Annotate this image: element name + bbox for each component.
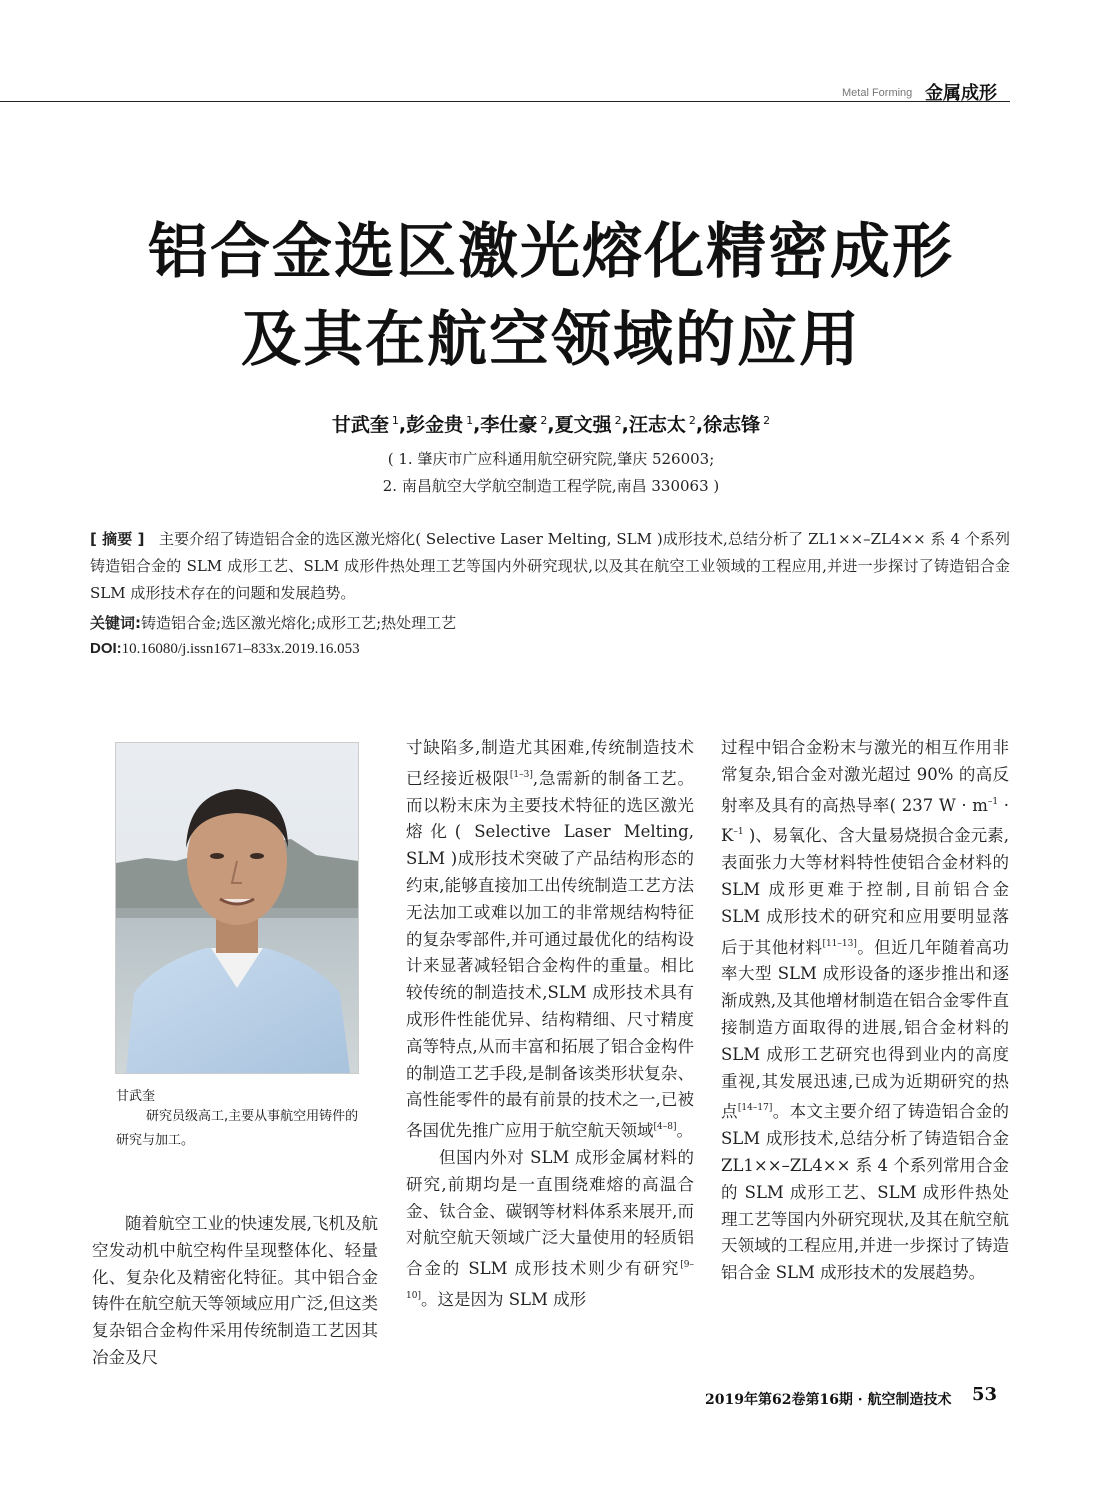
abstract-text: 主要介绍了铸造铝合金的选区激光熔化( Selective Laser Melting, SLM )成形技术,总结分析了 ZL1××–ZL4×× 系 4 个系列铸造铝合金的 SLM 成形工艺、SLM 成形件热处理工艺等国内外研究现状,以及其在航空工业领域的工程应用,并进一步探讨了铸造铝合金 SLM 成形技术存在的问题和发展趋势。 xyxy=(90,530,1010,602)
author: 彭金贵 $^1$ xyxy=(406,414,474,436)
author: 徐志锋 $^2$ xyxy=(703,414,771,436)
doi xyxy=(90,640,360,658)
article-title-line-1: 铝合金选区激光熔化精密成形 xyxy=(148,217,954,287)
citation: [11–13] xyxy=(822,938,857,949)
doi-label: DOI: xyxy=(90,640,122,657)
author: 李仕豪 $^2$ xyxy=(480,414,548,436)
abstract-label: [ 摘要 ] xyxy=(90,530,145,548)
body-paragraph: 随着航空工业的快速发展,飞机及航空发动机中航空构件呈现整体化、轻量化、复杂化及精密化特征。其中铝合金铸件在航空航天等领域应用广泛,但这类复杂铝合金构件采用传统制造工艺因其冶金及尺 xyxy=(92,1214,378,1367)
journal-footer: 2019年第62卷第16期 · 航空制造技术 xyxy=(705,1392,952,1408)
article-title-line-2: 及其在航空领域的应用 xyxy=(241,305,861,375)
citation: [9–10] xyxy=(406,1260,694,1301)
header-rule xyxy=(0,101,1010,102)
body-paragraph: 但国内外对 SLM 成形金属材料的研究,前期均是一直围绕难熔的高温合金、钛合金、碳钢等材料体系来展开,而对航空航天领域广泛大量使用的轻质铝合金的 SLM 成形技术则少有研究[9–10]。这是因为 SLM 成形 xyxy=(406,1147,694,1309)
keywords-label: 关键词: xyxy=(90,614,141,632)
affiliation-2: 2. 南昌航空大学航空制造工程学院,南昌 330063 ) xyxy=(382,477,720,495)
body-column-3 xyxy=(721,735,1009,1287)
author-portrait-image xyxy=(116,743,358,1073)
photo-caption-name: 甘武奎 xyxy=(116,1089,156,1104)
doi-text: 10.16080/j.issn1671–833x.2019.16.053 xyxy=(121,641,360,657)
body-paragraph: 寸缺陷多,制造尤其困难,传统制造技术已经接近极限[1–3],急需新的制备工艺。而以粉末床为主要技术特征的选区激光熔化( Selective Laser Melting, SLM )成形技术突破了产品结构形态的约束,能够直接加工出传统制造工艺方法无法加工或难以加工的非常规结构特征的复杂零部件,并可通过最优化的结构设计来显著减轻铝合金构件的重量。相比较传统的制造技术,SLM 成形技术具有成形件性能优异、结构精细、尺寸精度高等特点,从而丰富和拓展了铝合金构件的制造工艺手段,是制备该类形状复杂、高性能零件的最有前景的技术之一,已被各国优先推广应用于航空航天领域[4–8]。 xyxy=(406,738,694,1141)
citation: [14–17] xyxy=(737,1103,773,1114)
running-header-section: 金属成形 xyxy=(925,83,997,104)
abstract xyxy=(90,526,1010,607)
author: 甘武奎 $^1$ xyxy=(331,414,399,436)
keywords xyxy=(90,612,456,633)
affiliation-1: ( 1. 肇庆市广应科通用航空研究院,肇庆 526003; xyxy=(387,450,715,468)
running-header-english: Metal Forming xyxy=(842,87,913,99)
author-photo xyxy=(115,742,359,1074)
citation: [1–3] xyxy=(509,769,533,780)
body-paragraph: 过程中铝合金粉末与激光的相互作用非常复杂,铝合金对激光超过 90% 的高反射率及具有的高热导率( 237 $W \cdot m^{-1} \cdot K^{-1}$ )、易氧化、含大量易烧损合金元素,表面张力大等材料特性使铝合金材料的 SLM 成形更难于控制,目前铝合金 SLM 成形技术的研究和应用要明显落后于其他材料[11–13]。但近几年随着高功率大型 SLM 成形设备的逐步推出和逐渐成熟,及其他增材制造在铝合金零件直接制造方面取得的进展,铝合金材料的 SLM 成形工艺研究也得到业内的高度重视,其发展迅速,已成为近期研究的热点[14–17]。本文主要介绍了铸造铝合金的 SLM 成形技术,总结分析了铸造铝合金 ZL1××–ZL4×× 系 4 个系列常用合金的 SLM 成形工艺、SLM 成形件热处理工艺等国内外研究现状,及其在航空航天领域的工程应用,并进一步探讨了铸造铝合金 SLM 成形技术的发展趋势。 xyxy=(721,738,1010,1283)
author: 夏文强 $^2$ xyxy=(554,414,622,436)
body-column-2 xyxy=(406,735,694,1314)
keywords-text: 铸造铝合金;选区激光熔化;成形工艺;热处理工艺 xyxy=(141,614,457,632)
photo-caption-description: 研究员级高工,主要从事航空用铸件的研究与加工。 xyxy=(116,1109,359,1148)
body-column-1 xyxy=(92,1211,378,1372)
author-list: 甘武奎 $^1$,彭金贵 $^1$,李仕豪 $^2$,夏文强 $^2$,汪志太 $^2$,徐志锋 $^2$ xyxy=(331,414,771,436)
author: 汪志太 $^2$ xyxy=(628,414,696,436)
page-number: 53 xyxy=(972,1384,998,1405)
citation: [4–8] xyxy=(653,1122,677,1133)
